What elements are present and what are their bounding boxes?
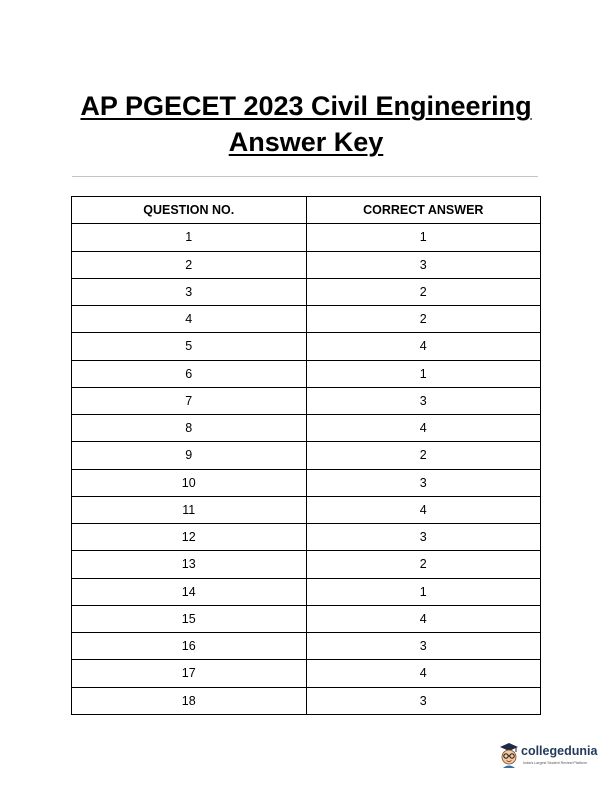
question-number-cell: 3 [72,278,307,305]
correct-answer-cell: 2 [306,306,541,333]
correct-answer-cell: 3 [306,633,541,660]
correct-answer-cell: 2 [306,551,541,578]
correct-answer-cell: 1 [306,360,541,387]
table-row [72,251,541,278]
question-number-cell: 2 [72,251,307,278]
table-row [72,333,541,360]
table-row [72,496,541,523]
question-number-cell: 12 [72,524,307,551]
brand-name: collegedunia [521,744,598,758]
question-number-cell: 9 [72,442,307,469]
question-number-cell: 16 [72,633,307,660]
correct-answer-cell: 3 [306,251,541,278]
table-row [72,524,541,551]
answer-key-table [71,196,541,715]
table-header-row [72,197,541,224]
correct-answer-cell: 3 [306,687,541,714]
table-row [72,660,541,687]
question-number-cell: 7 [72,387,307,414]
correct-answer-cell: 3 [306,524,541,551]
question-number-cell: 10 [72,469,307,496]
correct-answer-cell: 1 [306,578,541,605]
correct-answer-cell: 4 [306,415,541,442]
brand-tagline: India's Largest Student Review Platform [523,761,587,765]
divider [72,176,538,177]
mascot-icon [497,740,521,770]
table-row [72,224,541,251]
question-number-cell: 17 [72,660,307,687]
question-number-cell: 5 [72,333,307,360]
header-correct-answer: CORRECT ANSWER [306,197,541,224]
correct-answer-cell: 2 [306,278,541,305]
table-row [72,278,541,305]
correct-answer-cell: 1 [306,224,541,251]
correct-answer-cell: 2 [306,442,541,469]
table-row [72,578,541,605]
table-row [72,605,541,632]
table-row [72,551,541,578]
page-title [0,88,612,160]
table-row [72,442,541,469]
correct-answer-cell: 3 [306,387,541,414]
correct-answer-cell: 4 [306,333,541,360]
question-number-cell: 14 [72,578,307,605]
table-row [72,360,541,387]
correct-answer-cell: 3 [306,469,541,496]
question-number-cell: 15 [72,605,307,632]
header-question-no: QUESTION NO. [72,197,307,224]
question-number-cell: 11 [72,496,307,523]
question-number-cell: 8 [72,415,307,442]
table-row [72,387,541,414]
table-row [72,687,541,714]
correct-answer-cell: 4 [306,496,541,523]
table-row [72,633,541,660]
question-number-cell: 1 [72,224,307,251]
table-row [72,306,541,333]
question-number-cell: 13 [72,551,307,578]
title-line-2: Answer Key [228,127,384,157]
correct-answer-cell: 4 [306,605,541,632]
collegedunia-logo [497,740,612,770]
title-line-1: AP PGECET 2023 Civil Engineering [80,91,532,121]
question-number-cell: 18 [72,687,307,714]
table-row [72,469,541,496]
question-number-cell: 4 [72,306,307,333]
correct-answer-cell: 4 [306,660,541,687]
table-row [72,415,541,442]
question-number-cell: 6 [72,360,307,387]
